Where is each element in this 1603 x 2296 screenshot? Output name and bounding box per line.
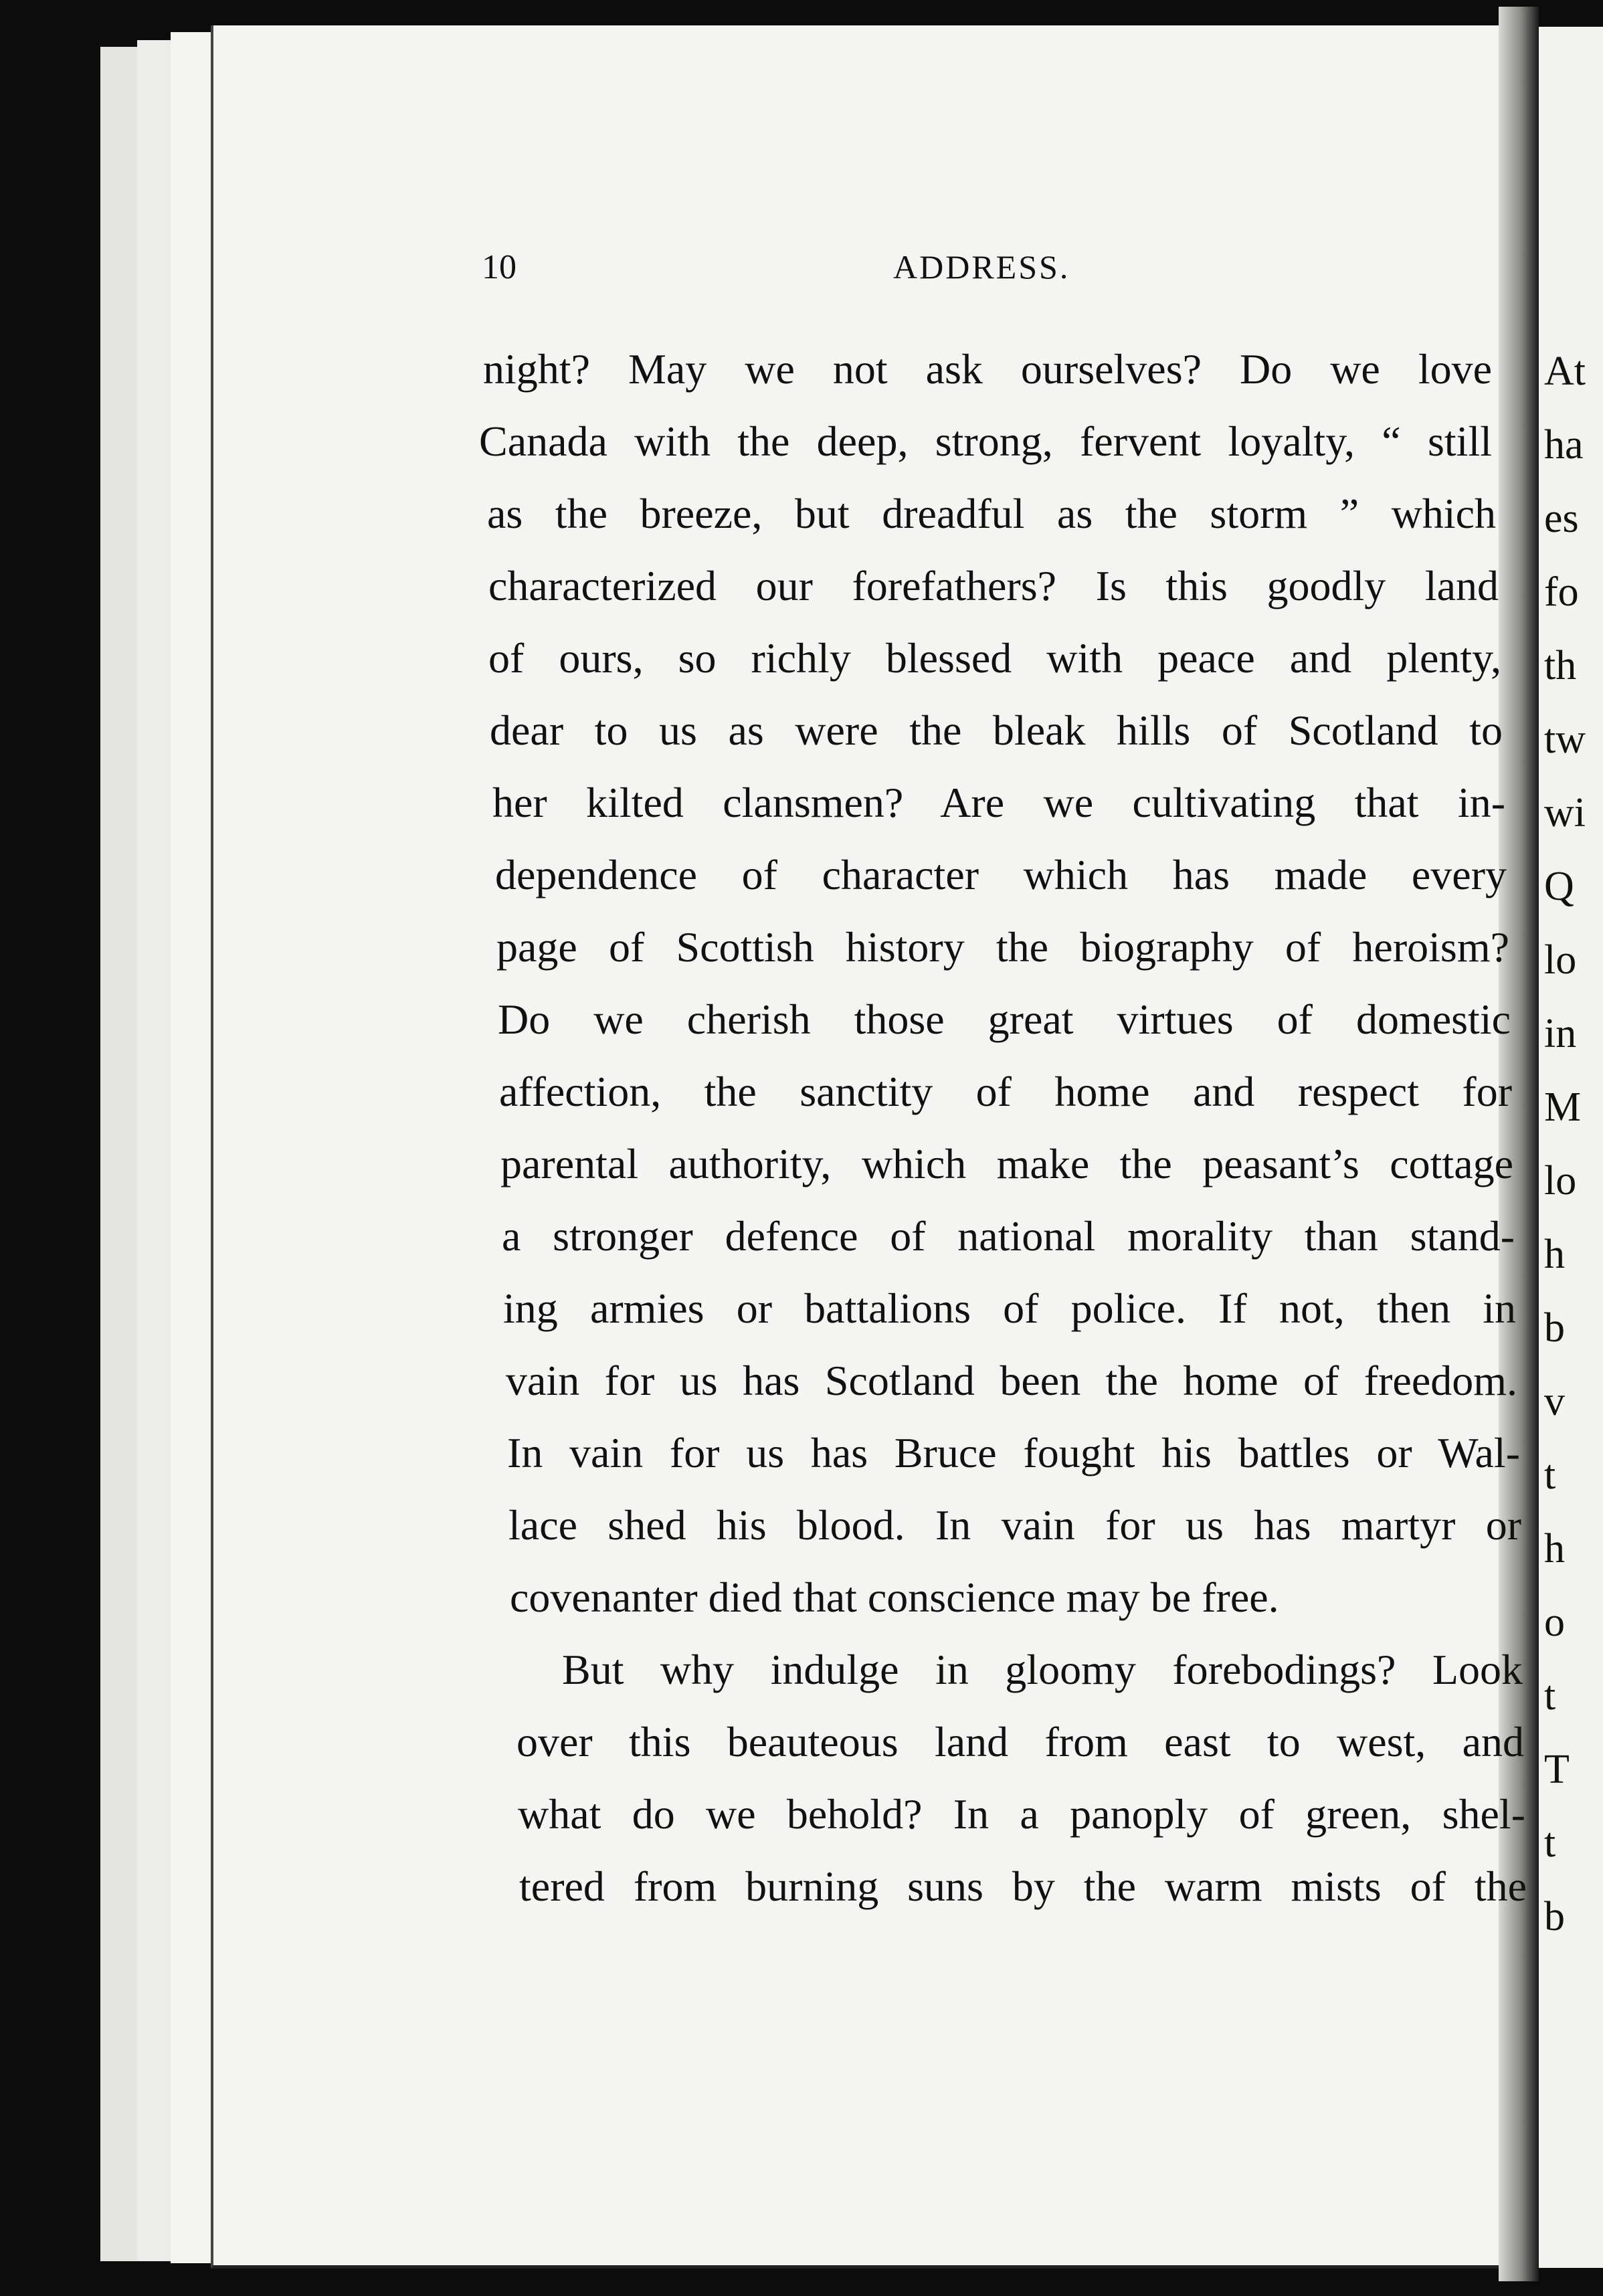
text-line: night? May we not ask ourselves? Do we love <box>483 345 1492 393</box>
facing-fragment: t <box>1544 1820 1556 1866</box>
text-line: as the breeze, but dreadful as the storm ” which <box>487 490 1496 537</box>
text-line: tered from burning suns by the warm mists of the <box>519 1862 1527 1910</box>
facing-fragment: v <box>1544 1379 1565 1424</box>
facing-page <box>1539 27 1603 2268</box>
facing-fragment: h <box>1544 1232 1565 1277</box>
running-head <box>0 248 1603 301</box>
text-line: her kilted clansmen? Are we cultivating that in- <box>492 779 1505 826</box>
facing-fragment: b <box>1544 1894 1565 1939</box>
facing-fragment: Q <box>1544 864 1574 909</box>
text-line: But why indulge in gloomy forebodings? Look <box>562 1646 1523 1693</box>
facing-fragment: b <box>1544 1305 1565 1351</box>
text-line: characterized our forefathers? Is this goodly land <box>488 562 1499 609</box>
text-line: dependence of character which has made every <box>495 851 1507 898</box>
text-line: over this beauteous land from east to west, and <box>516 1718 1524 1765</box>
facing-fragment: in <box>1544 1011 1577 1056</box>
facing-fragment: M <box>1544 1084 1582 1130</box>
text-line: dear to us as were the bleak hills of Scotland to <box>490 706 1503 754</box>
facing-fragment: lo <box>1544 937 1577 983</box>
facing-fragment: fo <box>1544 569 1579 615</box>
facing-fragment: lo <box>1544 1158 1577 1204</box>
facing-fragment: At <box>1544 349 1586 394</box>
facing-fragment: th <box>1544 643 1577 688</box>
text-line: lace shed his blood. In vain for us has martyr or <box>508 1501 1521 1549</box>
facing-fragment: t <box>1544 1452 1556 1498</box>
text-line: a stronger defence of national morality than stand- <box>502 1212 1515 1260</box>
text-line: covenanter died that conscience may be free. <box>510 1573 1279 1621</box>
text-line: page of Scottish history the biography of heroism? <box>496 923 1509 971</box>
running-head-title: ADDRESS. <box>893 248 1070 286</box>
text-line: ing armies or battalions of police. If not, then in <box>503 1284 1516 1332</box>
text-line: Canada with the deep, strong, fervent loyalty, “ still <box>479 417 1492 465</box>
facing-fragment: h <box>1544 1526 1565 1571</box>
text-line: In vain for us has Bruce fought his battles or Wal- <box>507 1429 1520 1476</box>
facing-fragment: o <box>1544 1600 1565 1645</box>
facing-fragment: t <box>1544 1673 1556 1719</box>
text-line: parental authority, which make the peasant’s cottage <box>500 1140 1513 1187</box>
text-line: Do we cherish those great virtues of domestic <box>498 995 1511 1043</box>
facing-fragment: es <box>1544 496 1579 541</box>
page-number: 10 <box>482 248 516 286</box>
facing-fragment: T <box>1544 1747 1570 1792</box>
facing-fragment: wi <box>1544 790 1586 836</box>
text-line: of ours, so richly blessed with peace and plenty, <box>488 634 1501 682</box>
facing-fragment: tw <box>1544 716 1586 762</box>
text-line: what do we behold? In a panoply of green, shel- <box>518 1790 1525 1838</box>
text-line: vain for us has Scotland been the home of freedom. <box>506 1357 1517 1404</box>
text-line: affection, the sanctity of home and respect for <box>499 1068 1512 1115</box>
facing-fragment: ha <box>1544 422 1584 468</box>
